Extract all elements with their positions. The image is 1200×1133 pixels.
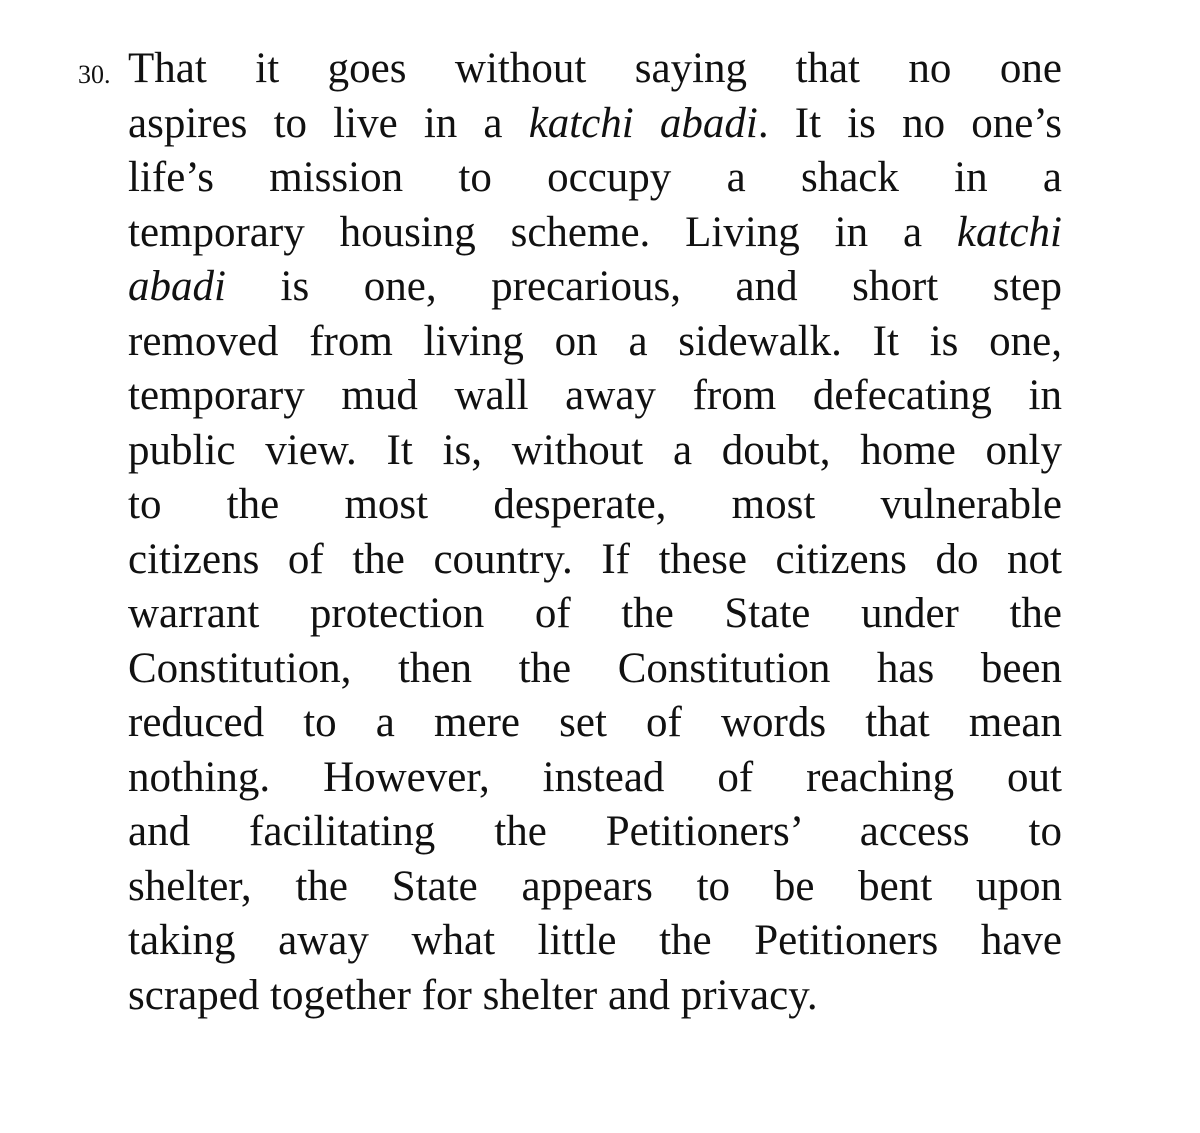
text-line bbox=[128, 478, 1062, 533]
text-segment: Constitution, then the Constitution has been bbox=[128, 644, 1062, 692]
text-line bbox=[128, 860, 1062, 915]
text-line bbox=[128, 642, 1062, 697]
text-segment: public view. It is, without a doubt, home only bbox=[128, 426, 1062, 474]
text-line bbox=[128, 369, 1062, 424]
text-line bbox=[128, 151, 1062, 206]
text-segment: and facilitating the Petitioners’ access to bbox=[128, 808, 1062, 855]
text-segment: life’s mission to occupy a shack in a bbox=[128, 154, 1062, 201]
text-line bbox=[128, 587, 1062, 642]
italic-term: katchi bbox=[956, 208, 1062, 256]
text-line bbox=[128, 805, 1062, 860]
text-line bbox=[128, 206, 1062, 261]
text-segment: temporary housing scheme. Living in a bbox=[128, 208, 957, 256]
text-line bbox=[128, 97, 1062, 152]
text-segment: to the most desperate, most vulnerable bbox=[128, 481, 1062, 528]
paragraph-number: 30. bbox=[78, 60, 111, 89]
text-line bbox=[128, 42, 1062, 97]
text-segment: reduced to a mere set of words that mean bbox=[128, 699, 1062, 746]
text-segment: aspires to live in a bbox=[128, 99, 529, 147]
text-segment: shelter, the State appears to be bent upon bbox=[128, 862, 1062, 910]
text-line bbox=[128, 533, 1062, 588]
text-segment: is one, precarious, and short step bbox=[225, 263, 1062, 310]
text-segment: . It is no one’s bbox=[757, 99, 1062, 147]
text-line bbox=[128, 260, 1062, 315]
text-segment: removed from living on a sidewalk. It is one, bbox=[128, 317, 1062, 365]
text-line bbox=[128, 969, 1062, 1024]
italic-term: katchi abadi bbox=[528, 99, 758, 147]
text-segment: warrant protection of the State under the bbox=[128, 590, 1062, 637]
text-segment: temporary mud wall away from defecating in bbox=[128, 372, 1062, 419]
text-segment: taking away what little the Petitioners have bbox=[128, 917, 1062, 964]
text-segment: That it goes without saying that no one bbox=[128, 45, 1062, 92]
italic-term: abadi bbox=[128, 263, 226, 310]
text-segment: nothing. However, instead of reaching out bbox=[128, 753, 1062, 801]
text-line bbox=[128, 424, 1062, 479]
text-segment: citizens of the country. If these citizens do not bbox=[128, 535, 1062, 583]
text-line bbox=[128, 696, 1062, 751]
text-line bbox=[128, 751, 1062, 806]
text-segment: scraped together for shelter and privacy. bbox=[128, 971, 818, 1019]
text-line bbox=[128, 315, 1062, 370]
text-line bbox=[128, 914, 1062, 969]
paragraph-body bbox=[128, 42, 1062, 1023]
